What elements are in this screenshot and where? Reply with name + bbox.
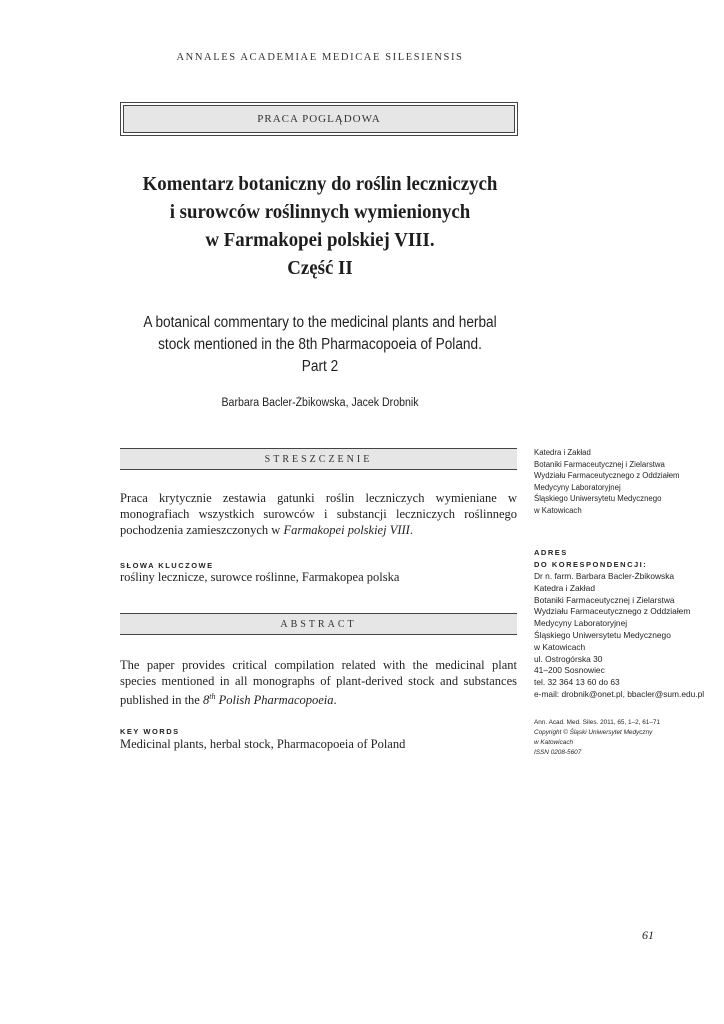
key-words-label: KEY WORDS bbox=[120, 727, 180, 736]
title-english-line: Part 2 bbox=[301, 358, 339, 375]
correspondence-line: Śląskiego Uniwersytetu Medycznego bbox=[534, 629, 671, 640]
affiliation-line: Botaniki Farmaceutycznej i Zielarstwa bbox=[534, 459, 665, 469]
correspondence-line: 41–200 Sosnowiec bbox=[534, 665, 605, 676]
title-polish-line: Część II bbox=[287, 257, 353, 279]
affiliation-line: w Katowicach bbox=[534, 505, 582, 515]
title-polish-line: i surowców roślinnych wymienionych bbox=[169, 201, 471, 223]
issn-line: ISSN 0208-5607 bbox=[534, 749, 582, 756]
copyright-line: Copyright © Śląski Uniwersytet Medyczny bbox=[534, 729, 653, 736]
citation-line: Ann. Acad. Med. Siles. 2011, 65, 1–2, 61–71 bbox=[534, 719, 661, 726]
correspondence-line: tel. 32 364 13 60 do 63 bbox=[534, 677, 620, 688]
affiliation-line: Katedra i Zakład bbox=[534, 448, 591, 457]
correspondence-line: Wydziału Farmaceutycznego z Oddziałem bbox=[534, 606, 691, 617]
title-polish-line: Komentarz botaniczny do roślin leczniczych bbox=[142, 173, 498, 195]
streszczenie-heading: STRESZCZENIE bbox=[120, 448, 517, 470]
title-polish-line: w Farmakopei polskiej VIII. bbox=[205, 229, 435, 251]
abstract-heading: ABSTRACT bbox=[120, 613, 517, 635]
affiliation-line: Wydziału Farmaceutycznego z Oddziałem bbox=[534, 471, 680, 481]
article-type-label: PRACA POGLĄDOWA bbox=[123, 105, 515, 133]
affiliation bbox=[534, 447, 714, 517]
slowa-kluczowe-label: SŁOWA KLUCZOWE bbox=[120, 561, 214, 570]
abstract-text: The paper provides critical compilation related with the medicinal plant species mentioned in all monographs of plant-derived stock and substances published in the 8th Polish Pharmacopoeia. bbox=[120, 658, 517, 708]
correspondence-label: ADRES bbox=[534, 548, 568, 557]
journal-name: ANNALES ACADEMIAE MEDICAE SILESIENSIS bbox=[176, 52, 464, 63]
authors: Barbara Bacler-Żbikowska, Jacek Drobnik bbox=[221, 397, 419, 409]
streszczenie-text: Praca krytycznie zestawia gatunki roślin leczniczych wymieniane w monografiach wszystkich surowców i substancji leczniczych roślinnego pochodzenia zamieszczonych w Farmakopei polskiej VIII. bbox=[120, 491, 517, 537]
article-type-box bbox=[120, 102, 518, 136]
affiliation-line: Śląskiego Uniwersytetu Medycznego bbox=[534, 494, 662, 504]
key-words-text: Medicinal plants, herbal stock, Pharmacopoeia of Poland bbox=[120, 737, 406, 751]
correspondence-label: DO KORESPONDENCJI: bbox=[534, 560, 648, 569]
title-english bbox=[126, 312, 513, 378]
citation bbox=[534, 718, 714, 758]
title-english-line: stock mentioned in the 8th Pharmacopoeia of Poland. bbox=[158, 336, 482, 353]
copyright-line: w Katowicach bbox=[534, 739, 574, 746]
affiliation-line: Medycyny Laboratoryjnej bbox=[534, 482, 621, 492]
title-polish bbox=[118, 170, 523, 282]
page-number: 61 bbox=[642, 928, 654, 942]
correspondence-line: Botaniki Farmaceutycznej i Zielarstwa bbox=[534, 594, 675, 605]
correspondence bbox=[534, 547, 714, 701]
correspondence-line: Dr n. farm. Barbara Bacler-Żbikowska bbox=[534, 571, 675, 581]
correspondence-line: Medycyny Laboratoryjnej bbox=[534, 618, 628, 629]
correspondence-line: w Katowicach bbox=[534, 641, 586, 652]
correspondence-email: e-mail: drobnik@onet.pl, bbacler@sum.edu.pl bbox=[534, 688, 705, 699]
slowa-kluczowe-text: rośliny lecznicze, surowce roślinne, Farmakopea polska bbox=[120, 570, 400, 584]
correspondence-line: Katedra i Zakład bbox=[534, 582, 595, 593]
title-english-line: A botanical commentary to the medicinal plants and herbal bbox=[143, 314, 497, 331]
correspondence-line: ul. Ostrogórska 30 bbox=[534, 653, 603, 664]
